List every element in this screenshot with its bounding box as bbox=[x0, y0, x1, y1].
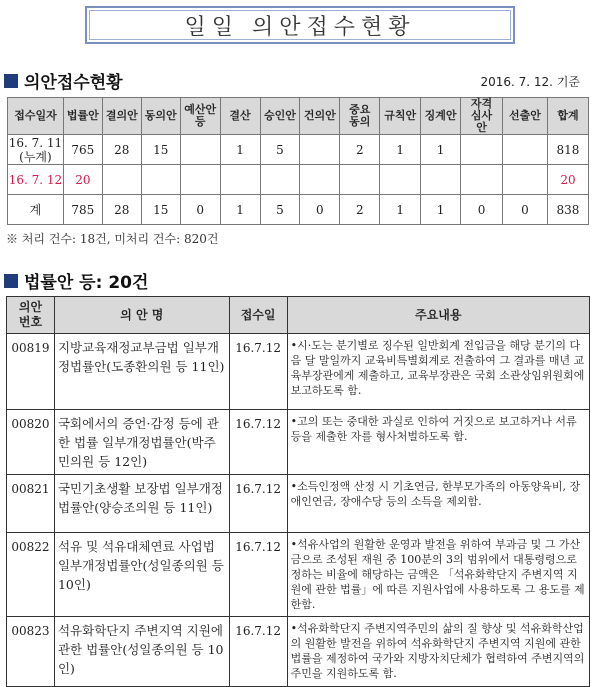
cell: 5 bbox=[260, 195, 300, 225]
cell bbox=[102, 165, 141, 195]
row-date bbox=[8, 135, 64, 165]
col-header: 승인안 bbox=[260, 98, 300, 135]
cell: 28 bbox=[102, 195, 141, 225]
col-header: 동의안 bbox=[141, 98, 180, 135]
section-heading-bills bbox=[4, 268, 148, 293]
cell: 0 bbox=[503, 195, 548, 225]
bill-content: •시·도는 분기별로 징수된 일반회계 전입금을 해당 분기의 다음 달 말일까지 교육비특별회계로 전출하여 그 결과를 매년 교육부장관에게 제출하고, 교육부장관은 국회 소관상임위원회에 보고하도록 함. bbox=[287, 334, 589, 410]
cell bbox=[220, 165, 260, 195]
bill-name: 국회에서의 증언·감정 등에 관한 법률 일부개정법률안(박주민의원 등 12인) bbox=[54, 410, 229, 475]
col-header: 접수일자 bbox=[8, 98, 64, 135]
row-date: 16. 7. 12 bbox=[8, 165, 64, 195]
cell: 20 bbox=[63, 165, 102, 195]
cell: 28 bbox=[102, 135, 141, 165]
cell: 0 bbox=[300, 195, 340, 225]
table-row bbox=[7, 475, 590, 533]
section-heading-status-label: 의안접수현황 bbox=[24, 73, 123, 93]
cell: 2 bbox=[340, 195, 380, 225]
bill-content: •석유사업의 원활한 운영과 발전을 위하여 부과금 및 그 가산금으로 조성된 재원 중 100분의 3의 범위에서 대통령령으로 정하는 비율에 해당하는 금액은 「석유화학단지 주변지역 지원에 관한 법률」에 따른 지원사업에 사용하도록 그 용도를 제한함. bbox=[287, 533, 589, 617]
col-header: 법률안 bbox=[63, 98, 102, 135]
cell: 5 bbox=[260, 135, 300, 165]
cell: 15 bbox=[141, 195, 180, 225]
col-header: 예산안등 bbox=[180, 98, 220, 135]
cell: 0 bbox=[180, 195, 220, 225]
bill-name: 석유 및 석유대체연료 사업법 일부개정법률안(성일종의원 등 10인) bbox=[54, 533, 229, 617]
col-header: 자격심사안 bbox=[461, 98, 503, 135]
bill-number: 00822 bbox=[7, 533, 55, 617]
cell: 15 bbox=[141, 135, 180, 165]
cell: 765 bbox=[63, 135, 102, 165]
bill-date: 16.7.12 bbox=[229, 617, 287, 687]
bill-number: 00819 bbox=[7, 334, 55, 410]
col-header: 선출안 bbox=[503, 98, 548, 135]
cell: 20 bbox=[547, 165, 588, 195]
cell: 785 bbox=[63, 195, 102, 225]
col-header-date: 접수일 bbox=[229, 297, 287, 334]
col-header-number: 의안번호 bbox=[7, 297, 55, 334]
col-header-content: 주요내용 bbox=[287, 297, 589, 334]
cell bbox=[141, 165, 180, 195]
bill-number: 00820 bbox=[7, 410, 55, 475]
cell: 1 bbox=[421, 195, 461, 225]
cell bbox=[340, 165, 380, 195]
cell bbox=[300, 135, 340, 165]
cell bbox=[503, 165, 548, 195]
col-header: 합계 bbox=[547, 98, 588, 135]
table-row bbox=[7, 334, 590, 410]
bill-date: 16.7.12 bbox=[229, 475, 287, 533]
summary-table bbox=[7, 97, 589, 225]
reference-date: 2016. 7. 12. 기준 bbox=[480, 75, 580, 89]
row-date-sub: (누계) bbox=[19, 149, 52, 164]
col-header: 결의안 bbox=[102, 98, 141, 135]
bill-content: •고의 또는 중대한 과실로 인하여 거짓으로 보고하거나 서류등을 제출한 자를 형사처벌하도록 함. bbox=[287, 410, 589, 475]
col-header: 결산 bbox=[220, 98, 260, 135]
summary-header-row bbox=[8, 98, 589, 135]
col-header: 규칙안 bbox=[380, 98, 421, 135]
cell: 0 bbox=[461, 195, 503, 225]
bill-name: 국민기초생활 보장법 일부개정법률안(양승조의원 등 11인) bbox=[54, 475, 229, 533]
square-bullet-icon bbox=[4, 74, 18, 88]
cell bbox=[380, 165, 421, 195]
cell: 1 bbox=[380, 195, 421, 225]
summary-row-total bbox=[8, 195, 589, 225]
bills-table bbox=[6, 296, 590, 687]
bill-content: •소득인정액 산정 시 기초연금, 한부모가족의 아동양육비, 장애인연금, 장애수당 등의 소득을 제외함. bbox=[287, 475, 589, 533]
square-bullet-icon bbox=[4, 274, 18, 288]
bill-date: 16.7.12 bbox=[229, 533, 287, 617]
cell: 1 bbox=[220, 195, 260, 225]
bill-content: •석유화학단지 주변지역주민의 삶의 질 향상 및 석유화학산업의 원활한 발전을 위하여 석유화학단지 주변지역 지원에 관한 법률을 제정하여 국가와 지방자치단체가 협력하여 주변지역의 주민을 지원하도록 함. bbox=[287, 617, 589, 687]
summary-row-cumulative bbox=[8, 135, 589, 165]
row-date: 계 bbox=[8, 195, 64, 225]
cell bbox=[260, 165, 300, 195]
bill-date: 16.7.12 bbox=[229, 410, 287, 475]
cell bbox=[180, 165, 220, 195]
cell bbox=[503, 135, 548, 165]
bill-name: 석유화학단지 주변지역 지원에 관한 법률안(성일종의원 등 10인) bbox=[54, 617, 229, 687]
cell bbox=[180, 135, 220, 165]
page-title: 일일 의안접수현황 bbox=[184, 14, 416, 40]
bills-header-row bbox=[7, 297, 590, 334]
cell: 1 bbox=[380, 135, 421, 165]
bill-name: 지방교육재정교부금법 일부개정법률안(도종환의원 등 11인) bbox=[54, 334, 229, 410]
section-heading-bills-label: 법률안 등: 20건 bbox=[24, 273, 149, 293]
cell bbox=[461, 135, 503, 165]
table-row bbox=[7, 533, 590, 617]
cell bbox=[421, 165, 461, 195]
cell: 838 bbox=[547, 195, 588, 225]
title-banner-inner bbox=[89, 10, 511, 40]
col-header: 건의안 bbox=[300, 98, 340, 135]
cell bbox=[300, 165, 340, 195]
processing-note: ※ 처리 건수: 18건, 미처리 건수: 820건 bbox=[6, 232, 219, 246]
bill-date: 16.7.12 bbox=[229, 334, 287, 410]
cell: 1 bbox=[220, 135, 260, 165]
bill-number: 00823 bbox=[7, 617, 55, 687]
row-date-main: 16. 7. 11 bbox=[8, 135, 63, 150]
cell: 2 bbox=[340, 135, 380, 165]
section-heading-status bbox=[4, 68, 123, 93]
title-banner bbox=[85, 6, 515, 44]
summary-row-today bbox=[8, 165, 589, 195]
col-header: 징계안 bbox=[421, 98, 461, 135]
cell bbox=[461, 165, 503, 195]
cell: 818 bbox=[547, 135, 588, 165]
col-header: 중요동의 bbox=[340, 98, 380, 135]
table-row bbox=[7, 410, 590, 475]
cell: 1 bbox=[421, 135, 461, 165]
table-row bbox=[7, 617, 590, 687]
col-header-name: 의 안 명 bbox=[54, 297, 229, 334]
bill-number: 00821 bbox=[7, 475, 55, 533]
